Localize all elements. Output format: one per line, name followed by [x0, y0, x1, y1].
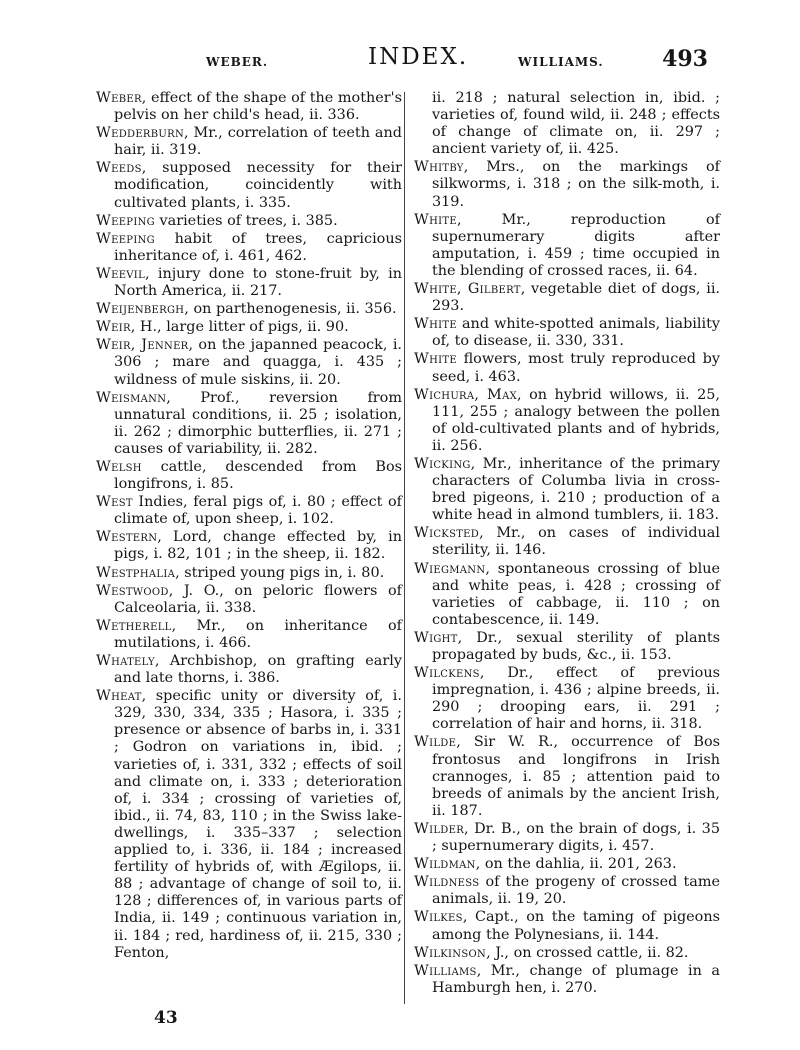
index-entry: [96, 494, 402, 528]
index-entry-text: , Archbishop, on grafting early and late thorns, i. 386.: [114, 653, 402, 687]
index-entry-heading: Wilde: [414, 734, 457, 751]
index-entry-text: varieties of trees, i. 385.: [154, 212, 338, 229]
index-entry-text: , Mrs., on the markings of silkworms, i. 318 ; on the silk-moth, i. 319.: [432, 159, 720, 210]
index-entry-text: , on hybrid willows, ii. 25, 111, 255 ; analogy between the pollen of old-cultivated plants and of hybrids, ii. 256.: [432, 386, 720, 454]
index-entry: [96, 653, 402, 687]
index-entry-heading: White: [414, 316, 457, 333]
index-entry: [96, 529, 402, 563]
running-header: [96, 44, 708, 84]
index-entry-text: , on parthenogenesis, ii. 356.: [184, 301, 397, 318]
index-entry-heading: Wicksted: [414, 525, 480, 542]
index-entry-heading: Wedderburn: [96, 125, 185, 142]
index-entry-text: habit of trees, capricious inheritance of, i. 461, 462.: [114, 230, 402, 264]
index-entry: [96, 459, 402, 493]
index-entry: [414, 316, 720, 350]
index-entry-heading: West: [96, 494, 133, 511]
index-entry-heading: Wilder: [414, 820, 465, 837]
index-entry-text: cattle, descended from Bos longifrons, i. 85.: [114, 458, 402, 493]
index-entry-heading: Weir, Jenner: [96, 337, 189, 354]
index-entry: [414, 525, 720, 559]
index-entry-text: , vegetable diet of dogs, ii. 293.: [432, 281, 720, 315]
header-title: INDEX.: [368, 44, 469, 70]
index-entry-text: , H., large litter of pigs, ii. 90.: [130, 319, 349, 336]
index-entry: [414, 561, 720, 629]
index-entry-heading: Wildness: [414, 874, 480, 891]
index-entry-heading: Westphalia: [96, 564, 176, 581]
index-entry-text: , Lord, change effected by, in pigs, i. 82, 101 ; in the sheep, ii. 182.: [114, 529, 402, 563]
index-entry-text: Indies, feral pigs of, i. 80 ; effect of climate of, upon sheep, i. 102.: [114, 494, 402, 528]
index-entry-heading: Weevil: [96, 265, 146, 282]
index-entry: [96, 231, 402, 265]
index-entry: [96, 688, 402, 962]
index-entry: [414, 456, 720, 524]
column-divider: [404, 92, 405, 1004]
index-entry: [414, 945, 720, 962]
header-first-entry: WEBER.: [206, 55, 269, 69]
index-entry-heading: Wilckens: [414, 665, 480, 682]
index-entry: [96, 301, 402, 318]
index-entry: [96, 213, 402, 230]
index-entry-text: , Sir W. R., occurrence of Bos frontosus and longifrons in Irish crannoges, i. 85 ; attention paid to breeds of animals by the ancient Irish, ii. 187.: [432, 734, 720, 819]
index-entry-heading: White, Gilbert: [414, 281, 521, 298]
index-entry-text: , Prof., reversion from unnatural conditions, ii. 25 ; isolation, ii. 262 ; dimorphic butterflies, ii. 271 ; causes of variability, ii. 282.: [114, 389, 402, 457]
index-entry-text: , Mr., change of plumage in a Hamburgh hen, i. 270.: [432, 962, 720, 996]
index-entry: [414, 281, 720, 315]
index-entry: [96, 266, 402, 300]
index-entry: [96, 337, 402, 388]
index-entry: [414, 909, 720, 943]
index-entry: [96, 583, 402, 617]
index-entry: [96, 90, 402, 124]
index-entry-heading: White: [414, 351, 457, 368]
index-entry-text: , injury done to stone-fruit by, in North America, ii. 217.: [114, 265, 402, 300]
index-entry-text: , J. O., on peloric flowers of Calceolaria, ii. 338.: [114, 582, 402, 616]
index-entry: [414, 159, 720, 210]
index-entry: [96, 618, 402, 652]
index-entry-heading: Whately: [96, 653, 155, 669]
index-entry: [414, 734, 720, 819]
index-entry-text: , specific unity or diversity of, i. 329, 330, 334, 335 ; Hasora, i. 335 ; presence or absence of barbs in, i. 331 ; Godron on variations in, ibid. ; varieties of, i. 331, 332 ; effects of soil and climate on, i. 333 ; deterioration of, i. 334 ; crossing of varieties of, ibid., ii. 74, 83, 110 ; in the Swiss lake-dwellings, i. 335–337 ; selection applied to, i. 336, ii. 184 ; increased fertility of hybrids of, with Ægilops, ii. 88 ; advantage of change of soil to, ii. 128 ; differences of, in various parts of India, ii. 149 ; continuous variation in, ii. 184 ; red, hardiness of, ii. 215, 330 ; Fenton,: [114, 688, 402, 961]
index-entry: [414, 630, 720, 664]
index-entry-text: , Mr., inheritance of the primary characters of Columba livia in cross-bred pigeons, i. 210 ; production of a white head in almond tumblers, ii. 183.: [432, 455, 720, 524]
index-entry: [96, 319, 402, 336]
index-entry-heading: Wetherell: [96, 617, 172, 634]
index-entry-text: , Dr., effect of previous impregnation, i. 436 ; alpine breeds, ii. 290 ; drooping ears, ii. 291 ; correlation of hair and horns, ii. 318.: [432, 665, 720, 733]
index-entry-heading: Weir: [96, 319, 131, 336]
index-entry-heading: Weismann: [96, 389, 167, 406]
index-entry-text: of the progeny of crossed tame animals, ii. 19, 20.: [432, 874, 720, 908]
index-entry: [96, 565, 402, 582]
index-entry-text: , Dr., sexual sterility of plants propagated by buds, &c., ii. 153.: [432, 629, 720, 663]
index-column-right: [414, 90, 720, 998]
index-entry-heading: Wight: [414, 629, 458, 646]
index-entry-heading: Western: [96, 529, 158, 546]
index-entry: [414, 665, 720, 733]
index-entry-text: , on the japanned peacock, i. 306 ; mare and quagga, i. 435 ; wildness of mule siskins, ii. 20.: [114, 337, 402, 388]
index-entry-text: , striped young pigs in, i. 80.: [175, 564, 385, 581]
index-entry-text: flowers, most truly reproduced by seed, i. 463.: [432, 351, 720, 385]
index-entry-heading: Wilkes: [414, 909, 463, 926]
index-entry: [96, 160, 402, 211]
index-entry-heading: Williams: [414, 962, 477, 979]
index-entry: [96, 125, 402, 159]
index-entry-heading: Weeds: [96, 160, 142, 177]
index-entry-text: , J., on crossed cattle, ii. 82.: [486, 944, 689, 961]
index-entry-text: , Mr., on inheritance of mutilations, i. 466.: [114, 617, 402, 651]
index-entry: [414, 212, 720, 280]
index-entry-heading: Wichura, Max: [414, 386, 518, 403]
index-entry-heading: Wildman: [414, 856, 476, 873]
index-entry-text: , Mr., correlation of teeth and hair, ii. 319.: [114, 125, 402, 159]
index-entry-text: , Mr., on cases of individual sterility, ii. 146.: [432, 525, 720, 559]
signature-mark: 43: [154, 1008, 178, 1028]
index-entry-heading: Weijenbergh: [96, 301, 185, 318]
index-entry-heading: Westwood: [96, 582, 169, 599]
index-entry: [414, 351, 720, 385]
index-entry: [96, 390, 402, 458]
index-entry-text: , effect of the shape of the mother's pelvis on her child's head, ii. 336.: [114, 90, 402, 124]
index-entry-text: , supposed necessity for their modification, coincidently with cultivated plants, i. 335.: [114, 160, 402, 211]
index-entry-heading: Wheat: [96, 688, 142, 705]
index-entry-heading: Wiegmann: [414, 560, 486, 577]
page-number: 493: [662, 46, 708, 72]
index-entry-heading: White: [414, 211, 457, 228]
index-entry-text: ii. 218 ; natural selection in, ibid. ; varieties of, found wild, ii. 248 ; effects of change of climate on, ii. 297 ; ancient variety of, ii. 425.: [432, 90, 720, 158]
index-entry: [414, 856, 720, 873]
index-entry: [414, 874, 720, 908]
index-entry-text: , Dr. B., on the brain of dogs, i. 35 ; supernumerary digits, i. 457.: [432, 820, 720, 855]
index-entry-text: and white-spotted animals, liability of, to disease, ii. 330, 331.: [432, 316, 720, 350]
index-entry-heading: Weeping: [96, 230, 155, 247]
header-last-entry: WILLIAMS.: [518, 55, 604, 69]
index-entry-heading: Weeping: [96, 212, 155, 229]
index-entry-heading: Wicking: [414, 455, 471, 472]
index-entry-heading: Weber: [96, 90, 142, 106]
index-column-left: [96, 90, 402, 963]
index-entry-text: , spontaneous crossing of blue and white peas, i. 428 ; crossing of varieties of cabbage, ii. 110 ; on contabescence, ii. 149.: [432, 560, 720, 628]
index-entry: [414, 821, 720, 855]
index-entry: [414, 387, 720, 455]
index-entry-heading: Wilkinson: [414, 944, 487, 961]
index-entry-text: , Capt., on the taming of pigeons among the Polynesians, ii. 144.: [432, 909, 720, 943]
index-entry-heading: Whitby: [414, 159, 464, 176]
index-entry-text: , Mr., reproduction of supernumerary digits after amputation, i. 459 ; time occupied in the blending of crossed races, ii. 64.: [432, 211, 720, 279]
index-entry: [414, 963, 720, 997]
index-entry: [414, 90, 720, 158]
index-entry-heading: Welsh: [96, 458, 142, 475]
index-entry-text: , on the dahlia, ii. 201, 263.: [475, 856, 677, 873]
